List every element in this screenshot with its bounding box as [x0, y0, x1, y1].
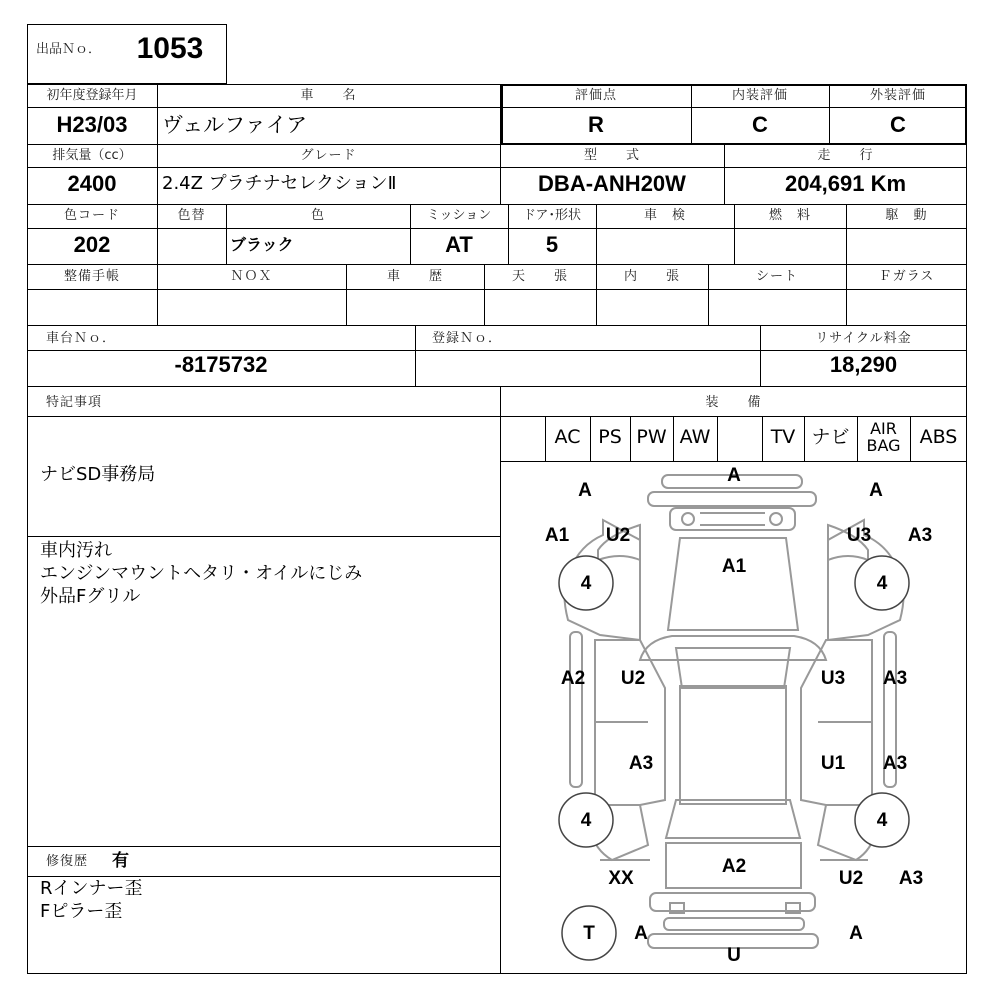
door-value: 5 [545, 232, 559, 257]
mark-fr-fender-a3: A3 [907, 525, 933, 546]
equip-ac: AC [554, 426, 581, 448]
mark-left-front-door-u2: U2 [620, 668, 646, 689]
equip-pw: PW [636, 426, 667, 448]
mark-rr-tire: 4 [876, 810, 888, 831]
special-note-2b: エンジンマウントヘタリ・オイルにじみ [40, 563, 363, 584]
mark-rear-right-corner: A [849, 923, 863, 944]
equip-airbag: AIR BAG [866, 419, 901, 455]
mark-right-front-door-u3: U3 [820, 668, 846, 689]
car-name-label: 車 名 [300, 88, 357, 103]
mark-roof: A3 [628, 753, 654, 774]
reg-date-label: 初年度登録年月 [46, 88, 138, 103]
mark-rl-tire: 4 [580, 810, 592, 831]
mark-right-rear-door-u1: U1 [820, 753, 846, 774]
repair-value: 有 [112, 851, 129, 871]
maintenance-label: 整備手帳 [63, 269, 120, 284]
mark-trunk-spare: T [583, 923, 595, 944]
lot-number-label: 出品Ｎｏ． [36, 42, 102, 57]
score-label: 評価点 [574, 88, 617, 103]
equip-navi: ナビ [811, 426, 850, 448]
special-notes-label: 特記事項 [46, 395, 103, 410]
mark-back-door: A2 [721, 856, 747, 877]
mark-right-rear-door-a3: A3 [882, 753, 908, 774]
special-note-2c: 外品Fグリル [40, 586, 141, 607]
inner-label: 内 張 [623, 269, 680, 284]
equip-abs: ABS [919, 426, 958, 448]
model-label: 型 式 [583, 148, 640, 163]
lot-number-value: 1053 [136, 32, 204, 65]
mark-fr-fender-u3: U3 [846, 525, 872, 546]
inspection-label: 車 検 [643, 208, 686, 223]
repair-note-1: Rインナー歪 [40, 878, 143, 899]
color-code-label: 色コード [63, 208, 120, 223]
displacement-value: 2400 [67, 171, 117, 196]
recycle-label: リサイクル料金 [815, 331, 912, 346]
chassis-value: -8175732 [174, 352, 268, 377]
mark-left-quarter: XX [608, 868, 634, 889]
equipment-label: 装 備 [705, 395, 762, 410]
drive-label: 駆 動 [885, 208, 928, 223]
equip-ps: PS [598, 426, 622, 448]
displacement-label: 排気量（cc） [52, 148, 132, 163]
equip-aw: AW [679, 426, 711, 448]
car-name-value: ヴェルファイア [162, 113, 308, 137]
color-label: 色 [310, 208, 325, 223]
special-note-1: ナビSD事務局 [40, 464, 156, 485]
mark-rear-left-corner: A [634, 923, 648, 944]
interior-value: C [752, 112, 768, 137]
mark-fl-fender-a1: A1 [544, 525, 570, 546]
mileage-value: 204,691 Km [784, 171, 907, 196]
mileage-label: 走 行 [817, 148, 874, 163]
score-value: R [588, 112, 604, 137]
glass-label: Ｆガラス [878, 269, 935, 284]
grade-label: グレード [300, 148, 357, 163]
ceiling-label: 天 張 [511, 269, 568, 284]
model-value: DBA-ANH20W [538, 171, 686, 196]
mark-fl-fender-u2: U2 [605, 525, 631, 546]
mark-rear-bumper: U [727, 945, 741, 966]
exterior-value: C [890, 112, 906, 137]
mark-hood: A1 [721, 556, 747, 577]
reg-date-value: H23/03 [56, 112, 128, 137]
mark-front-left-corner: A [578, 480, 592, 501]
mark-right-quarter-u2: U2 [838, 868, 864, 889]
special-note-2a: 車内汚れ [40, 540, 112, 561]
interior-label: 内装評価 [731, 88, 788, 103]
history-label: 車 歴 [386, 269, 443, 284]
mark-right-front-door-a3: A3 [882, 668, 908, 689]
repaint-label: 色替 [177, 208, 206, 223]
exterior-label: 外装評価 [869, 88, 926, 103]
mark-fr-tire: 4 [876, 573, 888, 594]
door-label: ドア･形状 [522, 208, 582, 223]
color-code-value: 202 [73, 232, 111, 257]
chassis-label: 車台Ｎｏ． [46, 331, 117, 346]
mark-fl-tire: 4 [580, 573, 592, 594]
fuel-label: 燃 料 [768, 208, 811, 223]
seat-label: シート [755, 269, 798, 284]
color-value: ブラック [230, 235, 294, 254]
nox-label: ＮＯＸ [230, 269, 273, 284]
recycle-value: 18,290 [829, 352, 898, 377]
grade-value: 2.4Z プラチナセレクションⅡ [162, 173, 397, 194]
mission-value: AT [445, 232, 473, 257]
equip-tv: TV [770, 426, 796, 448]
mark-front-bumper: A [727, 465, 741, 486]
mission-label: ミッション [426, 208, 492, 223]
registration-label: 登録Ｎｏ． [432, 331, 503, 346]
repair-note-2: Fピラー歪 [40, 901, 123, 922]
mark-front-right-corner: A [869, 480, 883, 501]
mark-right-quarter-a3: A3 [898, 868, 924, 889]
mark-left-front-door-a2: A2 [560, 668, 586, 689]
repair-label: 修復歴 [46, 854, 89, 869]
